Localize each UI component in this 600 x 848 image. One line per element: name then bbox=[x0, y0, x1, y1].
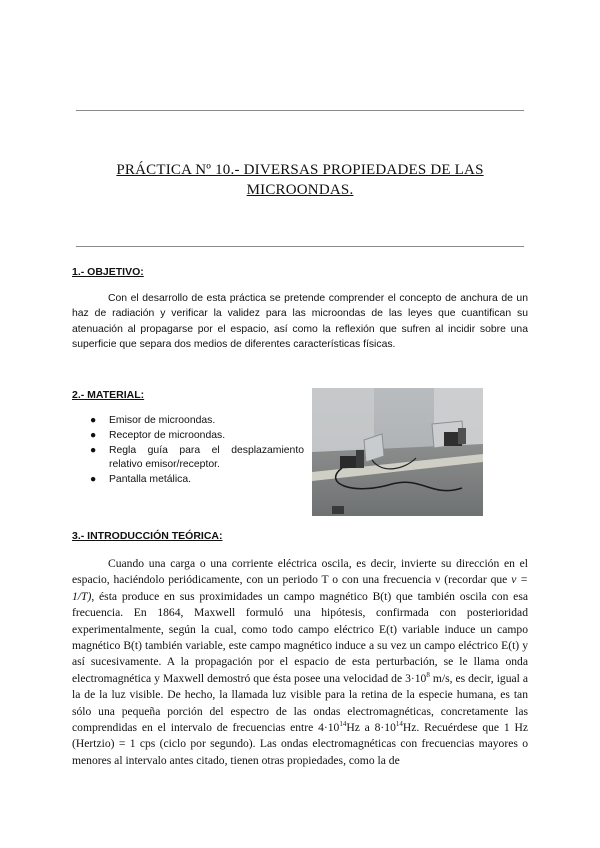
bullet-icon: ● bbox=[90, 415, 97, 426]
list-item: ● Emisor de microondas. bbox=[72, 414, 304, 429]
introduction-paragraph: Cuando una carga o una corriente eléctrica oscila, es decir, invierte su dirección en el espacio, haciéndolo periódicamente, con un periodo T o con una frecuencia ν (recordar que ν = 1/T), ésta produce en sus proximidades un campo magnético B(t) que también oscila con esa frecuencia. En 1864, Maxwell formuló una hipótesis, confirmada con posterioridad experimentalmente, según la cual, como todo campo eléctrico E(t) variable induce un campo magnético B(t) también variable, este campo magnético induce a su vez un campo eléctrico E(t) y así sucesivamente. A la propagación por el espacio de esta perturbación, se le llama onda electromagnética y Maxwell demostró que ésta posee una velocidad de $3\cdot 10^8$ m/s, es decir, igual a la de la luz visible. De hecho, la llamada luz visible para la retina de la especie humana, es tan sólo una pequeña porción del espectro de las ondas electromagnéticas, concretamente las comprendidas en el intervalo de frecuencias entre $4\cdot 10^{14}Hz$ a $8\cdot 10^{14}Hz$. Recuérdese que 1 Hz (Hertzio) = 1 cps (ciclo por segundo). Las ondas electromagnéticas con frecuencias mayores o menores al intervalo antes citado, tienen otras propiedades, como la de bbox=[72, 557, 529, 767]
material-list bbox=[72, 414, 304, 488]
title-line-1: PRÁCTICA Nº 10.- DIVERSAS PROPIEDADES DE LAS bbox=[116, 162, 484, 178]
top-rule bbox=[76, 110, 524, 111]
equipment-photo-illustration bbox=[312, 388, 483, 516]
objective-paragraph: Con el desarrollo de esta práctica se pretende comprender el concepto de anchura de un haz de radiación y verificar la validez para las microondas de las leyes que cuantifican su atenuación al propagarse por el espacio, así como la reflexión que sufren al incidir sobre una superficie que separa dos medios de diferentes características físicas. bbox=[72, 293, 528, 351]
title-line-2: MICROONDAS. bbox=[246, 182, 354, 198]
objective-heading: 1.- OBJETIVO: bbox=[72, 266, 144, 278]
page-title bbox=[76, 160, 524, 200]
list-item: ● Regla guía para el desplazamiento relativo emisor/receptor. bbox=[90, 444, 304, 471]
introduction-heading: 3.- INTRODUCCIÓN TEÓRICA: bbox=[72, 530, 223, 542]
bullet-icon: ● bbox=[90, 444, 97, 456]
bullet-icon: ● bbox=[90, 474, 97, 486]
bullet-icon: ● bbox=[90, 429, 97, 441]
list-item: ● Pantalla metálica. bbox=[72, 473, 304, 488]
material-heading: 2.- MATERIAL: bbox=[72, 389, 145, 401]
bottom-rule bbox=[76, 246, 524, 247]
list-item: ● Receptor de microondas. bbox=[72, 429, 304, 444]
equipment-photo bbox=[312, 388, 483, 516]
